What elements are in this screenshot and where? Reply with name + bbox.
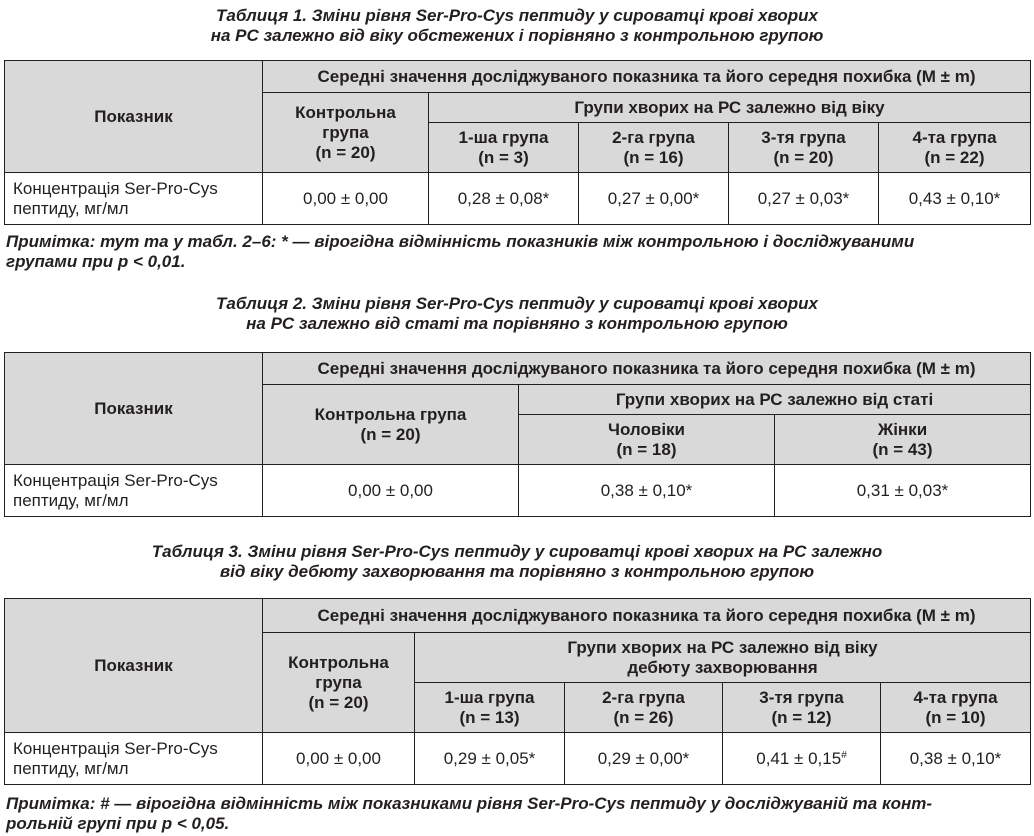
significance-mark: * bbox=[941, 480, 949, 500]
group-header bbox=[729, 123, 879, 173]
group-n: (n = 26) bbox=[613, 707, 674, 727]
value: 0,27 ± 0,03 bbox=[757, 188, 843, 208]
group-name: Жінки bbox=[877, 419, 928, 439]
table3 bbox=[4, 598, 1031, 785]
significance-mark: * bbox=[682, 748, 690, 768]
significance-mark: * bbox=[993, 188, 1001, 208]
note-line bbox=[6, 794, 1030, 814]
significance-mark: * bbox=[842, 188, 850, 208]
row-label bbox=[5, 173, 263, 225]
significance-mark: # bbox=[841, 749, 847, 761]
value: 0,43 ± 0,10 bbox=[908, 188, 994, 208]
note-text: # — вірогідна відмінність між показниками рівня Ser-Pro-Cys пептиду у досліджуваній та конт- bbox=[100, 794, 933, 813]
group-header bbox=[879, 123, 1031, 173]
caption-line: від віку дебюту захворювання та порівняно з контрольною групою bbox=[219, 562, 815, 581]
significance-mark: * bbox=[692, 188, 700, 208]
table-row bbox=[5, 465, 1031, 517]
groups-header-line: Групи хворих на РС залежно від віку bbox=[567, 637, 878, 657]
mean-header: Середні значення досліджуваного показника та його середня похибка (M ± m) bbox=[263, 61, 1031, 93]
group-name: 2-га група bbox=[612, 127, 695, 147]
significance-mark: * bbox=[994, 748, 1002, 768]
table3-note bbox=[6, 794, 1030, 834]
row-label bbox=[5, 465, 263, 517]
value-cell bbox=[429, 173, 579, 225]
row-label-line: пептиду, мг/мл bbox=[13, 490, 129, 510]
control-header-line: група bbox=[322, 122, 369, 142]
note-line: Примітка: тут та у табл. 2–6: * — вірогідна відмінність показників між контрольною і досліджуваними bbox=[6, 232, 915, 251]
control-header bbox=[263, 93, 429, 173]
value-cell bbox=[519, 465, 775, 517]
group-n: (n = 16) bbox=[623, 147, 684, 167]
row-label-line: Концентрація Ser-Pro-Cys bbox=[13, 738, 218, 758]
group-header bbox=[565, 683, 723, 733]
mean-header: Середні значення досліджуваного показника та його середня похибка (M ± m) bbox=[263, 353, 1031, 385]
group-header bbox=[519, 415, 775, 465]
note-prefix: Примітка: bbox=[6, 794, 101, 813]
table3-caption bbox=[0, 542, 1034, 582]
groups-header: Групи хворих на РС залежно від віку bbox=[429, 93, 1031, 123]
row-label-line: Концентрація Ser-Pro-Cys bbox=[13, 178, 218, 198]
caption-line: на РС залежно від статі та порівняно з контрольною групою bbox=[246, 314, 788, 333]
group-header bbox=[429, 123, 579, 173]
control-header-line: Контрольна bbox=[295, 102, 396, 122]
groups-header-line: дебюту захворювання bbox=[627, 657, 818, 677]
group-n: (n = 20) bbox=[773, 147, 834, 167]
caption-line: Таблиця 3. Зміни рівня Ser-Pro-Cys пептиду у сироватці крові хворих на РС залежно bbox=[151, 542, 883, 561]
groups-header: Групи хворих на РС залежно від статі bbox=[519, 385, 1031, 415]
group-n: (n = 18) bbox=[616, 439, 677, 459]
value: 0,27 ± 0,00 bbox=[607, 188, 693, 208]
caption-line: Таблиця 1. Зміни рівня Ser-Pro-Cys пептиду у сироватці крові хворих bbox=[216, 6, 818, 25]
value-cell bbox=[879, 173, 1031, 225]
control-header-line: Контрольна bbox=[288, 652, 389, 672]
group-n: (n = 10) bbox=[925, 707, 986, 727]
group-name: 3-тя група bbox=[761, 127, 846, 147]
group-header bbox=[415, 683, 565, 733]
control-value: 0,00 ± 0,00 bbox=[263, 465, 519, 517]
groups-header bbox=[415, 633, 1031, 683]
control-header-line: (n = 20) bbox=[315, 142, 376, 162]
table1 bbox=[4, 60, 1031, 225]
control-header-line: (n = 20) bbox=[360, 424, 421, 444]
group-name: 4-та група bbox=[913, 687, 998, 707]
group-n: (n = 3) bbox=[478, 147, 529, 167]
group-n: (n = 13) bbox=[459, 707, 520, 727]
row-label-line: Концентрація Ser-Pro-Cys bbox=[13, 470, 218, 490]
caption-line: Таблиця 2. Зміни рівня Ser-Pro-Cys пептиду у сироватці крові хворих bbox=[216, 294, 818, 313]
table-row bbox=[5, 733, 1031, 785]
group-n: (n = 43) bbox=[872, 439, 933, 459]
value-cell bbox=[881, 733, 1031, 785]
group-name: 1-ша група bbox=[458, 127, 549, 147]
control-header-line: Контрольна група bbox=[314, 404, 467, 424]
indicator-header: Показник bbox=[5, 61, 263, 173]
table2 bbox=[4, 352, 1031, 517]
value-cell bbox=[729, 173, 879, 225]
table1-note bbox=[6, 232, 1030, 272]
value: 0,29 ± 0,05 bbox=[443, 748, 529, 768]
value: 0,29 ± 0,00 bbox=[597, 748, 683, 768]
mean-header: Середні значення досліджуваного показника та його середня похибка (M ± m) bbox=[263, 599, 1031, 633]
group-n: (n = 22) bbox=[924, 147, 985, 167]
indicator-header: Показник bbox=[5, 599, 263, 733]
group-header bbox=[881, 683, 1031, 733]
group-header bbox=[723, 683, 881, 733]
group-name: 1-ша група bbox=[444, 687, 535, 707]
value-cell bbox=[723, 733, 881, 785]
value: 0,38 ± 0,10 bbox=[600, 480, 686, 500]
table2-caption bbox=[0, 294, 1034, 334]
significance-mark: * bbox=[528, 748, 536, 768]
value-cell bbox=[565, 733, 723, 785]
value-cell bbox=[579, 173, 729, 225]
note-line: групами при p < 0,01. bbox=[6, 252, 186, 271]
value: 0,31 ± 0,03 bbox=[856, 480, 942, 500]
control-header-line: група bbox=[315, 672, 362, 692]
group-name: 3-тя група bbox=[759, 687, 844, 707]
group-name: 2-га група bbox=[602, 687, 685, 707]
table1-caption bbox=[0, 6, 1034, 46]
group-header bbox=[579, 123, 729, 173]
control-header-line: (n = 20) bbox=[308, 692, 369, 712]
row-label-line: пептиду, мг/мл bbox=[13, 198, 129, 218]
caption-line: на РС залежно від віку обстежених і порівняно з контрольною групою bbox=[210, 26, 824, 45]
significance-mark: * bbox=[685, 480, 693, 500]
group-n: (n = 12) bbox=[771, 707, 832, 727]
value: 0,41 ± 0,15 bbox=[756, 748, 842, 768]
indicator-header: Показник bbox=[5, 353, 263, 465]
control-value: 0,00 ± 0,00 bbox=[263, 733, 415, 785]
value: 0,38 ± 0,10 bbox=[909, 748, 995, 768]
row-label-line: пептиду, мг/мл bbox=[13, 758, 129, 778]
control-value: 0,00 ± 0,00 bbox=[263, 173, 429, 225]
value-cell bbox=[415, 733, 565, 785]
note-line: рольній групі при p < 0,05. bbox=[6, 814, 230, 833]
group-header bbox=[775, 415, 1031, 465]
significance-mark: * bbox=[542, 188, 550, 208]
row-label bbox=[5, 733, 263, 785]
control-header bbox=[263, 633, 415, 733]
value: 0,28 ± 0,08 bbox=[457, 188, 543, 208]
value-cell bbox=[775, 465, 1031, 517]
group-name: Чоловіки bbox=[608, 419, 685, 439]
control-header bbox=[263, 385, 519, 465]
table-row bbox=[5, 173, 1031, 225]
group-name: 4-та група bbox=[912, 127, 997, 147]
